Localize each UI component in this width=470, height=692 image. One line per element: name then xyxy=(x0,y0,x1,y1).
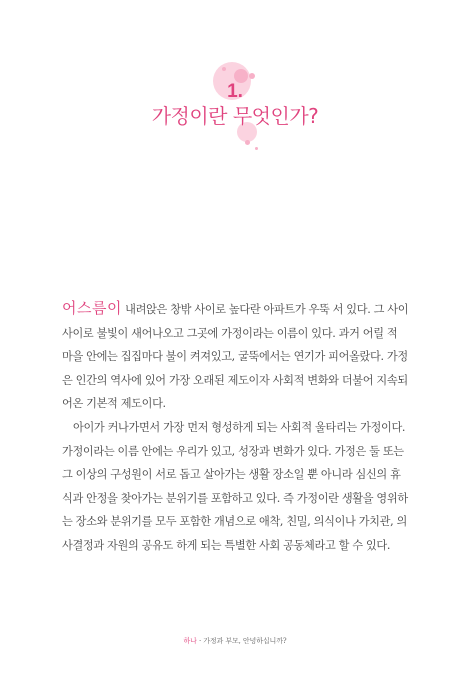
paragraph-2 xyxy=(62,416,407,558)
paragraph-1-line-1-text: 내려앉은 창밖 사이로 높다란 아파트가 우뚝 서 있다. 그 사이 xyxy=(121,303,409,316)
paragraph-1-line-3: 마을 안에는 집집마다 불이 켜져있고, 굴뚝에서는 연기가 피어올랐다. 가정 xyxy=(62,350,408,364)
paragraph-1-line-2: 사이로 불빛이 새어나오고 그곳에 가정이라는 이름이 있다. 과거 어릴 적 xyxy=(62,326,398,340)
decor-circle-small xyxy=(249,73,255,79)
decor-dot-right xyxy=(245,140,250,145)
paragraph-2-line-6: 사결정과 자원의 공유도 하게 되는 특별한 사회 공동체라고 할 수 있다. xyxy=(62,538,391,552)
paragraph-2-line-3: 그 이상의 구성원이 서로 돕고 살아가는 생활 장소일 뿐 아니라 심신의 휴 xyxy=(62,468,401,482)
dropcap-word: 어스름이 xyxy=(62,299,122,317)
chapter-title: 가정이란 무엇인가? xyxy=(151,104,319,128)
decor-dot-far-right xyxy=(255,147,258,150)
paragraph-2-line-5: 는 장소와 분위기를 모두 포함한 개념으로 애착, 친밀, 의식이나 가치관, 의 xyxy=(62,515,407,529)
paragraph-1-line-4: 은 인간의 역사에 있어 가장 오래된 제도이자 사회적 변화와 더불어 지속되 xyxy=(62,373,408,387)
running-separator: · xyxy=(196,637,204,645)
paragraph-2-line-2: 가정이라는 이름 안에는 우리가 있고, 성장과 변화가 있다. 가정은 둘 또는 xyxy=(62,444,404,458)
chapter-number: 1. xyxy=(227,81,243,102)
paragraph-1-line-5: 어온 기본적 제도이다. xyxy=(62,397,166,411)
running-footer xyxy=(0,636,470,646)
running-book-label: 하나 xyxy=(183,637,197,645)
paragraph-1-line-1 xyxy=(62,297,407,322)
paragraph-1 xyxy=(62,297,407,416)
body-text xyxy=(62,297,407,558)
paragraph-2-line-1: 아이가 커나가면서 가장 먼저 형성하게 되는 사회적 울타리는 가정이다. xyxy=(73,420,406,434)
decor-circle-tiny xyxy=(222,67,226,71)
running-title: 가정과 부모, 안녕하십니까? xyxy=(203,637,287,645)
paragraph-2-line-4: 식과 안정을 찾아가는 분위기를 포함하고 있다. 즉 가정이란 생활을 영위하 xyxy=(62,491,408,505)
